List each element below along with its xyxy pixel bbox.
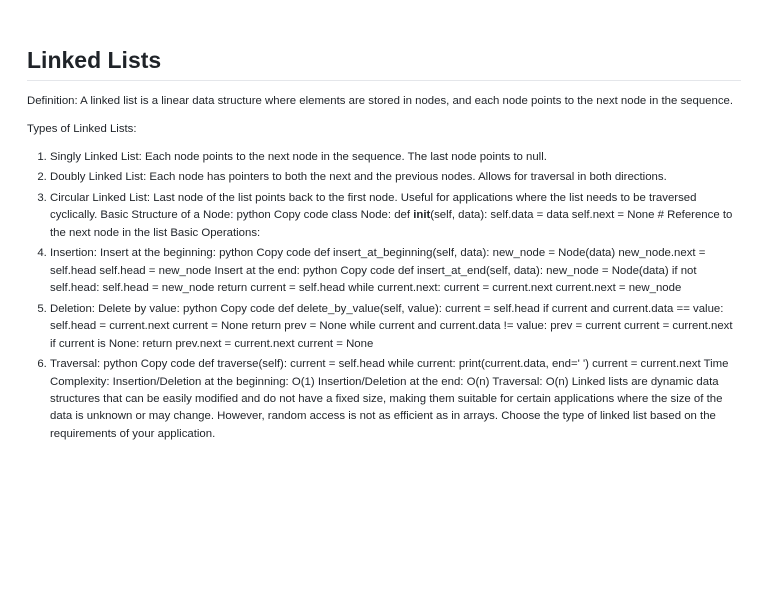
list-item-text: Singly Linked List: Each node points to the next node in the sequence. The last node points to null.: [50, 150, 547, 163]
page-title: Linked Lists: [27, 44, 741, 81]
init-bold-text: init: [413, 209, 431, 222]
list-item-text: Circular Linked List: Last node of the list points back to the first node. Useful for applications where the list needs to be traversed cyclically. Basic Structure of a Node: python Copy code class Node: def: [50, 192, 697, 222]
list-item-text: Deletion: Delete by value: python Copy code def delete_by_value(self, value): current = self.head if current and current.data == value: self.head = current.next current = None return prev = None while current and current.data != value: prev = current current = current.next if current is None: return prev.next = current.next current = None: [50, 302, 733, 350]
list-item-insertion: [50, 245, 741, 297]
list-item-text: Traversal: python Copy code def traverse(self): current = self.head while current: print(current.data, end=' ') current = current.next Time Complexity: Insertion/Deletion at the beginning: O(1) Insertion/Deletion at the end: O(n) Traversal: O(n) Linked lists are dynamic data structures that can be easily modified and do not have a fixed size, making them suitable for certain applications where the size of the data is unknown or may change. However, random access is not as efficient as in arrays. Choose the type of linked list based on the requirements of your application.: [50, 358, 729, 440]
list-item-text: Insertion: Insert at the beginning: python Copy code def insert_at_beginning(self, data): new_node = Node(data) new_node.next = self.head self.head = new_node Insert at the end: python Copy code def insert_at_end(self, data): new_node = Node(data) if not self.head: self.head = new_node return current = self.head while current.next: current = current.next current.next = new_node: [50, 247, 706, 295]
list-item-text: Doubly Linked List: Each node has pointers to both the next and the previous nodes. Allows for traversal in both directions.: [50, 171, 667, 184]
types-list: [27, 149, 741, 443]
list-item-doubly: [50, 169, 741, 186]
list-item-singly: [50, 149, 741, 166]
types-heading: Types of Linked Lists:: [27, 123, 137, 136]
list-item-traversal: [50, 356, 741, 443]
list-item-deletion: [50, 301, 741, 353]
list-item-text: (self, data): self.data = data self.next = None # Reference to the next node in the list Basic Operations:: [50, 209, 733, 239]
list-item-circular: [50, 190, 741, 242]
definition-paragraph: Definition: A linked list is a linear data structure where elements are stored in nodes, and each node points to the next node in the sequence.: [27, 95, 734, 107]
